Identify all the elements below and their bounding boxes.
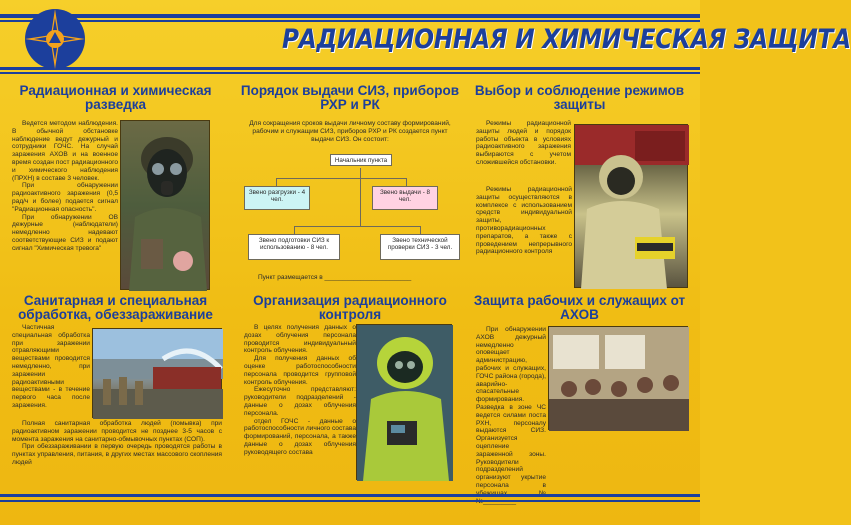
top-stripe bbox=[0, 20, 700, 22]
control-paragraph: Ежесуточно представляют: руководители подразделений - данные о дозах облучения персонала. bbox=[244, 386, 356, 417]
connector-line bbox=[276, 178, 277, 186]
connector-line bbox=[420, 226, 421, 234]
placement-note: Пункт размещается в ________________________ bbox=[258, 274, 412, 281]
heading-control: Организация радиационного контроля bbox=[253, 293, 447, 323]
connector-line bbox=[276, 178, 406, 179]
heading-issue: Порядок выдачи СИЗ, приборов РХР и РК bbox=[240, 83, 460, 113]
regimes-text-lower bbox=[476, 186, 572, 256]
decontamination-photo bbox=[92, 328, 222, 418]
connector-line bbox=[406, 178, 407, 186]
org-node-preparation: Звено подготовки СИЗ к использованию - 8 чел. bbox=[248, 234, 340, 260]
issue-paragraph: Для сокращения сроков выдачи личному составу формирований, рабочим и служащим СИЗ, приборов РХР и РК создается пункт выдачи СИЗ. Он состоит: bbox=[249, 120, 451, 143]
org-node-inspection: Звено технической проверки СИЗ - 3 чел. bbox=[380, 234, 460, 260]
sanitary-text bbox=[12, 324, 90, 410]
emercom-star-icon bbox=[22, 6, 88, 72]
workers-paragraph: При обнаружении АХОВ дежурный немедленно оповещает администрацию, рабочих и служащих, ГОЧС района (города), аварийно-спасательные формирования. Разведка в зоне ЧС ведется силами поста РХН, персоналу выдаются СИЗ. Организуется оцепление зараженной зоны. Руководители подразделений организуют укрытие персонала в bbox=[476, 326, 546, 489]
control-text bbox=[244, 324, 356, 457]
bottom-stripe bbox=[0, 494, 700, 497]
recon-paragraph: При обнаружении радиоактивного заражения (0,5 рад/ч и более) подается сигнал "Радиационная опасность". bbox=[12, 182, 118, 213]
top-stripe bbox=[0, 72, 700, 74]
sanitary-text-lower bbox=[12, 420, 222, 467]
recon-paragraph: При обнаружении ОВ дежурные (наблюдатели) немедленно надевают соответствующие СИЗ и подают сигнал "Химическая тревога" bbox=[12, 213, 118, 252]
top-stripe bbox=[0, 67, 700, 70]
org-chart bbox=[238, 150, 462, 288]
heading-regimes: Выбор и соблюдение режимов защиты bbox=[474, 83, 685, 113]
recon-paragraph: Ведется методом наблюдения. В обычной обстановке наблюдение ведут дежурный и сотрудники ГОЧС. На случай заражения АХОВ и на военное время создан пост радиационного и химического наблюдения (ПРХН) в составе 3 человек. bbox=[12, 120, 118, 182]
org-node-issuing: Звено выдачи - 8 чел. bbox=[372, 186, 438, 210]
heading-sanitary: Санитарная и специальная обработка, обеззараживание bbox=[18, 293, 213, 323]
heading-recon: Радиационная и химическая разведка bbox=[19, 83, 212, 113]
protective-suit-photo bbox=[574, 124, 688, 288]
sanitary-paragraph: Полная санитарная обработка людей (помывка) при радиоактивном заражении проводится не позднее 3-5 часов с момента заражения на санитарно-обмывочных пунктах (СОП). bbox=[12, 420, 222, 443]
workers-text bbox=[476, 326, 546, 505]
page-title: РАДИАЦИОННАЯ И ХИМИЧЕСКАЯ ЗАЩИТА bbox=[282, 24, 851, 55]
sanitary-paragraph: Частичная специальная обработка при заражении отравляющими веществами проводится немедленно, при заражении радиоактивными веществами - в течение первого часа после заражения. bbox=[12, 324, 90, 409]
regimes-text bbox=[476, 120, 571, 167]
org-node-unloading: Звено разгрузки - 4 чел. bbox=[244, 186, 310, 210]
connector-line bbox=[360, 178, 361, 226]
shelter-people-photo bbox=[548, 326, 688, 430]
connector-line bbox=[294, 226, 295, 234]
hazmat-suit-photo bbox=[356, 324, 452, 480]
bottom-stripe bbox=[0, 500, 700, 502]
sanitary-paragraph: При обеззараживании в первую очередь проводятся работы в пунктах управления, питания, в других местах массового скопления людей bbox=[12, 443, 222, 466]
recon-text bbox=[12, 120, 118, 253]
bottom-band bbox=[0, 494, 700, 525]
issue-intro bbox=[244, 120, 456, 143]
gas-mask-soldier-photo bbox=[120, 120, 210, 290]
control-paragraph: В целях получения данных о дозах облучения персонала проводится индивидуальный контроль облучения. bbox=[244, 324, 356, 355]
connector-line bbox=[360, 168, 361, 178]
regimes-paragraph: Режимы радиационной защиты осуществляются в комплексе с использованием средств индивидуальной защиты, противорадиационных препаратов, а также с проведением непрерывного радиационного контроля bbox=[476, 186, 572, 256]
control-paragraph: отдел ГОЧС - данные о работоспособности личного состава формирований, персонала, а также данные о дозах облучения руководящего состава bbox=[244, 417, 356, 456]
top-stripe bbox=[0, 14, 700, 18]
org-node-head: Начальник пункта bbox=[330, 154, 392, 166]
regimes-paragraph: Режимы радиационной защиты людей и порядок работы объекта в условиях радиоактивного заражения выбираются с учетом сложившейся обстановки. bbox=[476, 120, 571, 166]
control-paragraph: Для получения данных об оценке работоспособности персонала проводится групповой контроль облучения. bbox=[244, 355, 356, 386]
heading-workers: Защита рабочих и служащих от АХОВ bbox=[473, 293, 686, 323]
connector-line bbox=[294, 226, 420, 227]
